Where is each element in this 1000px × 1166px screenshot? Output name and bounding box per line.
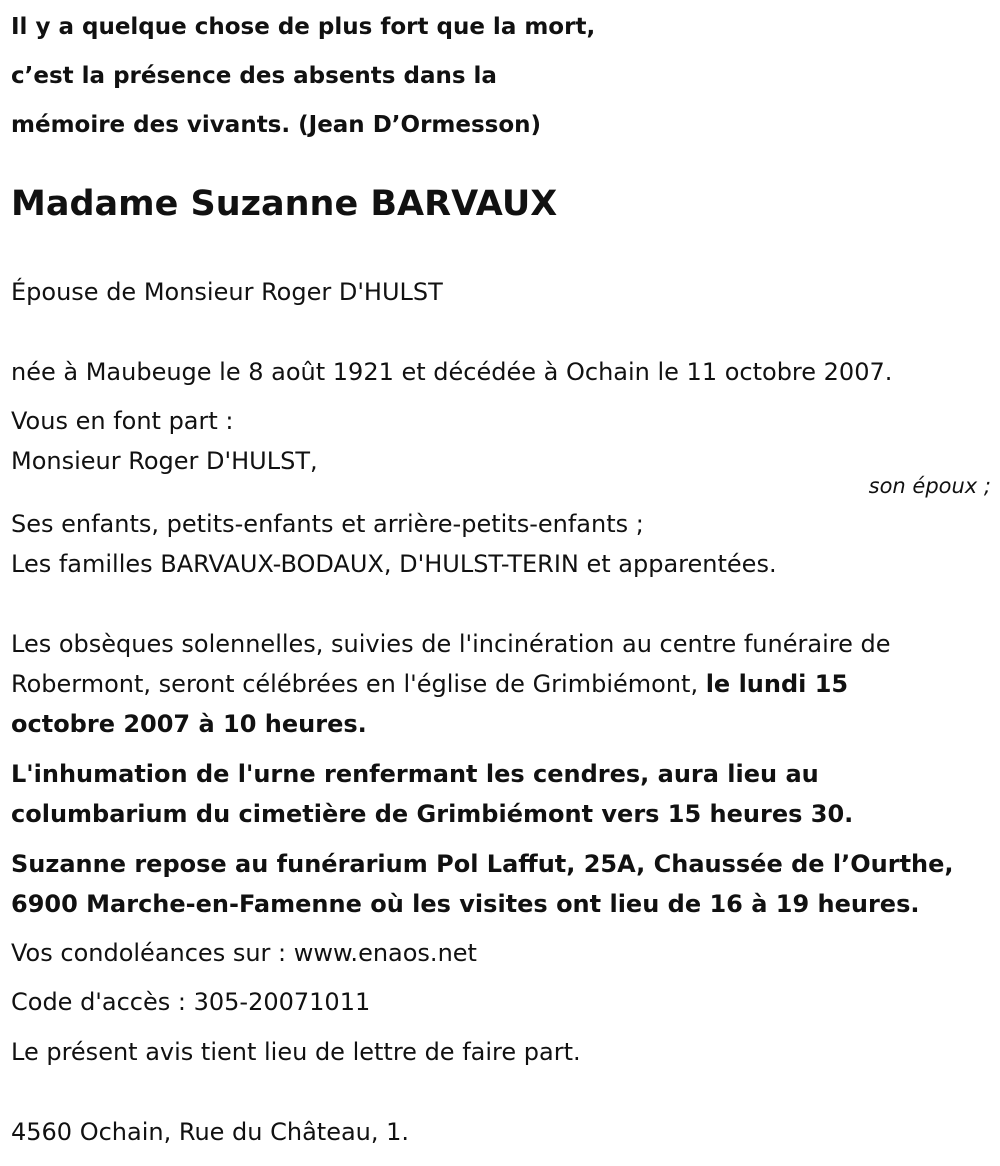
announcers-intro: Vous en font part : xyxy=(11,407,234,435)
announcer-spouse-name: Monsieur Roger D'HULST, xyxy=(11,447,318,475)
quote-line-1: Il y a quelque chose de plus fort que la mort, xyxy=(11,14,596,40)
quote-line-2: c’est la présence des absents dans la xyxy=(11,63,497,89)
funeral-date-bold: le lundi 15 xyxy=(705,670,849,698)
condolences-line: Vos condoléances sur : www.enaos.net xyxy=(11,939,477,967)
funeral-line-3: octobre 2007 à 10 heures. xyxy=(11,710,367,738)
birth-death-line: née à Maubeuge le 8 août 1921 et décédée à Ochain le 11 octobre 2007. xyxy=(11,358,893,386)
deceased-name: Madame Suzanne BARVAUX xyxy=(11,184,558,224)
visitation-line-2: 6900 Marche-en-Famenne où les visites ont lieu de 16 à 19 heures. xyxy=(11,890,920,918)
funeral-line-2-normal: Robermont, seront célébrées en l'église de Grimbiémont, xyxy=(11,670,706,698)
spouse-line: Épouse de Monsieur Roger D'HULST xyxy=(11,278,443,306)
funeral-line-2 xyxy=(11,669,848,699)
announcer-children: Ses enfants, petits-enfants et arrière-petits-enfants ; xyxy=(11,510,644,538)
address-line: 4560 Ochain, Rue du Château, 1. xyxy=(11,1118,410,1146)
visitation-line-1: Suzanne repose au funérarium Pol Laffut, 25A, Chaussée de l’Ourthe, xyxy=(11,850,954,878)
funeral-line-1: Les obsèques solennelles, suivies de l'incinération au centre funéraire de xyxy=(11,630,891,658)
announcer-spouse-role: son époux ; xyxy=(868,474,991,498)
quote-line-3: mémoire des vivants. (Jean D’Ormesson) xyxy=(11,112,542,138)
inhumation-line-1: L'inhumation de l'urne renfermant les cendres, aura lieu au xyxy=(11,760,819,788)
access-code-line: Code d'accès : 305-20071011 xyxy=(11,988,371,1016)
announcer-families: Les familles BARVAUX-BODAUX, D'HULST-TERIN et apparentées. xyxy=(11,550,777,578)
inhumation-line-2: columbarium du cimetière de Grimbiémont vers 15 heures 30. xyxy=(11,800,854,828)
notice-line: Le présent avis tient lieu de lettre de faire part. xyxy=(11,1038,581,1066)
